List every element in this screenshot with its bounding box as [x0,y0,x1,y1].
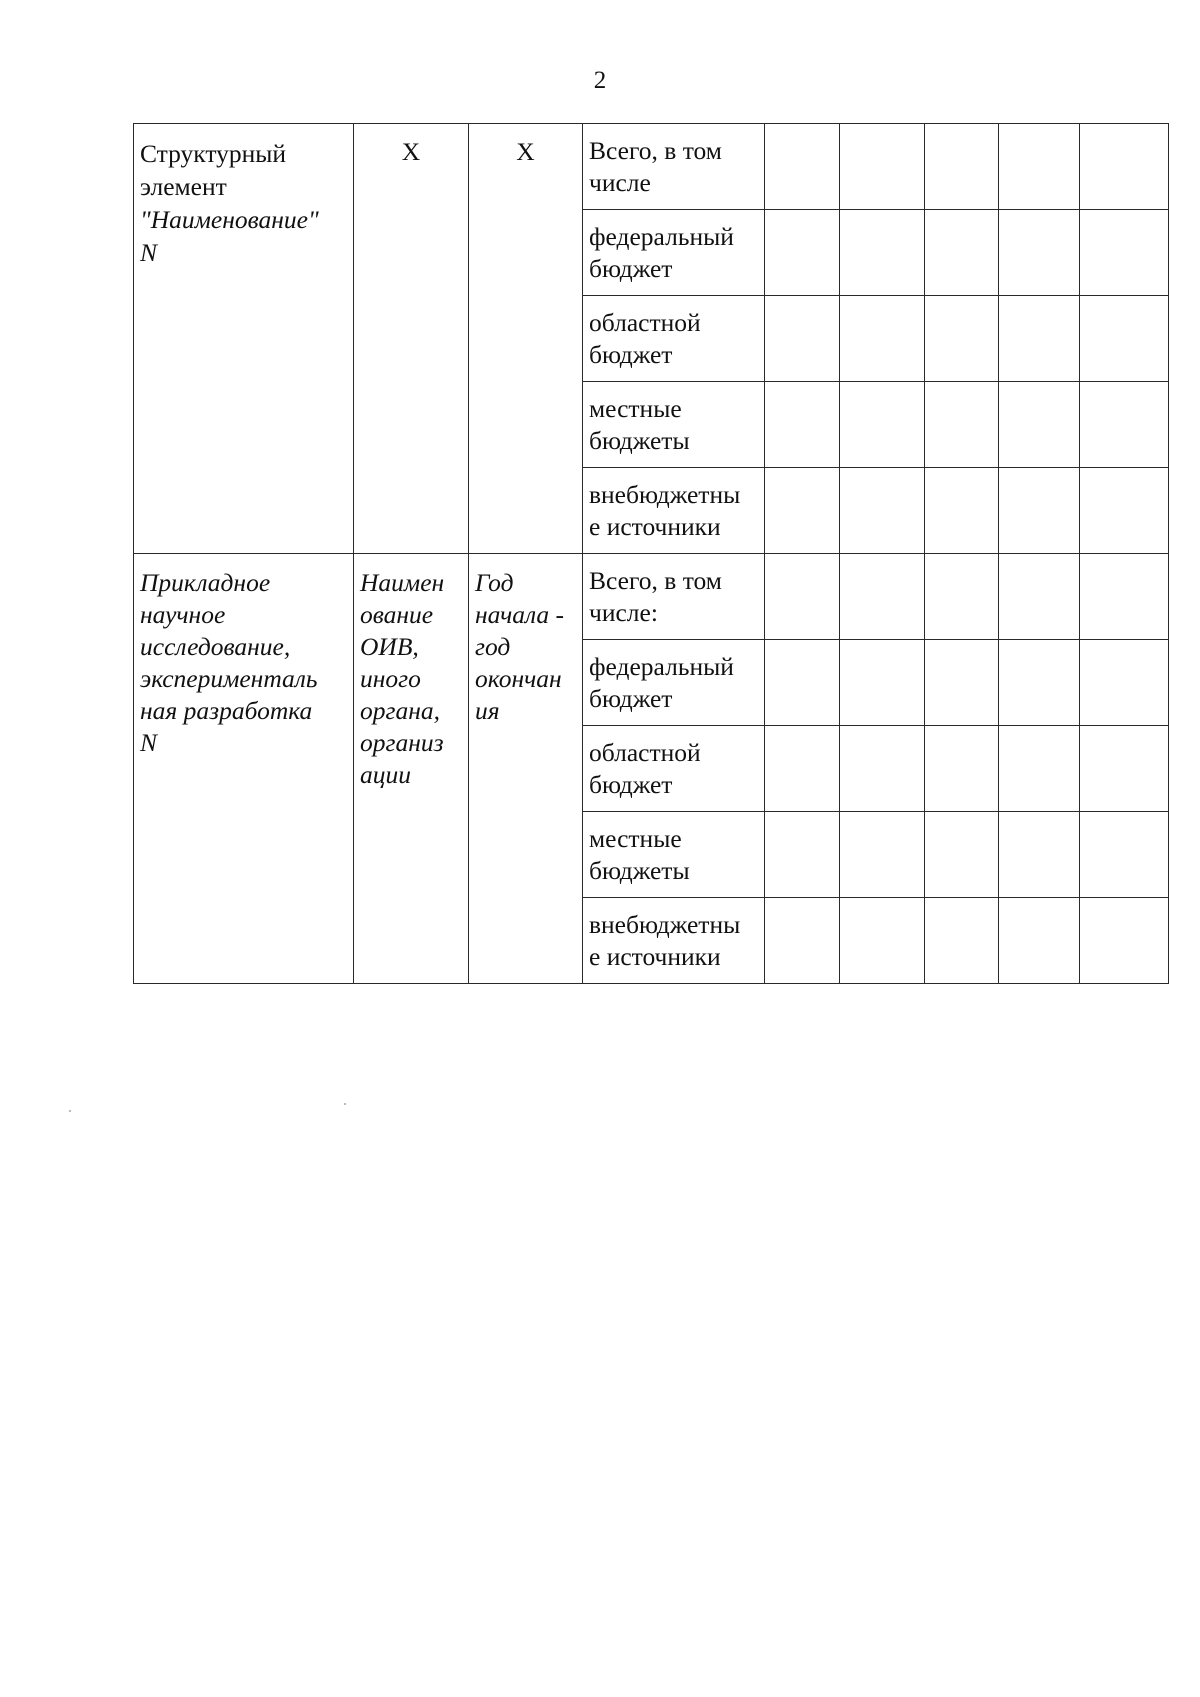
value-cell [765,124,840,210]
value-cell [840,124,925,210]
not-applicable-mark: Х [401,137,421,166]
value-cell [925,124,999,210]
period-line: ия [475,696,500,725]
funding-source-label: бюджеты [589,856,690,885]
value-cell [999,382,1080,468]
funding-source-label: внебюджетны [589,480,741,509]
funding-source-label: бюджет [589,254,673,283]
funding-source-label: Всего, в том [589,566,722,595]
value-cell [999,812,1080,898]
funding-source-label: местные [589,394,682,423]
funding-source-label: внебюджетны [589,910,741,939]
funding-source-label: Всего, в том [589,136,722,165]
value-cell [925,898,999,984]
value-cell [999,210,1080,296]
value-cell [1080,296,1169,382]
executor-cell [354,554,469,984]
value-cell [840,468,925,554]
period-line: Год [475,568,514,597]
executor-line: ации [360,760,411,789]
structural-element-label: элемент [140,172,227,201]
executor-cell [354,124,469,554]
funding-source-cell [583,554,765,640]
value-cell [925,296,999,382]
scan-artifact [69,1110,71,1112]
value-cell [1080,124,1169,210]
structural-element-label: Структурный [140,139,287,168]
value-cell [1080,554,1169,640]
executor-line: ование [360,600,434,629]
value-cell [840,554,925,640]
value-cell [999,640,1080,726]
value-cell [1080,468,1169,554]
funding-source-cell [583,640,765,726]
value-cell [925,210,999,296]
value-cell [925,812,999,898]
value-cell [1080,210,1169,296]
funding-source-label: числе: [589,598,658,627]
funding-source-cell [583,812,765,898]
value-cell [765,898,840,984]
period-line: начала - [475,600,565,629]
research-item-line: Прикладное [140,568,271,597]
research-item-line: научное [140,600,226,629]
funding-source-label: е источники [589,942,721,971]
period-cell [469,124,583,554]
funding-source-cell [583,468,765,554]
value-cell [1080,640,1169,726]
value-cell [765,296,840,382]
value-cell [765,812,840,898]
value-cell [1080,382,1169,468]
value-cell [999,898,1080,984]
funding-source-label: местные [589,824,682,853]
funding-source-label: федеральный [589,222,734,251]
research-item-line: N [140,728,158,757]
research-item-line: эксперименталь [140,664,318,693]
table-row [134,554,1169,640]
value-cell [925,468,999,554]
funding-source-label: областной [589,308,701,337]
funding-source-label: е источники [589,512,721,541]
value-cell [840,210,925,296]
funding-source-cell [583,124,765,210]
funding-source-label: областной [589,738,701,767]
value-cell [925,640,999,726]
value-cell [765,210,840,296]
value-cell [840,640,925,726]
funding-source-cell [583,296,765,382]
funding-source-label: бюджет [589,684,673,713]
page-number: 2 [593,67,607,94]
executor-line: Наимен [360,568,445,597]
value-cell [999,296,1080,382]
value-cell [1080,726,1169,812]
structural-element-cell [134,124,354,554]
value-cell [925,726,999,812]
executor-line: ОИВ, [360,632,419,661]
structural-element-number: N [140,238,158,267]
value-cell [999,554,1080,640]
value-cell [999,468,1080,554]
financing-table [133,123,1169,984]
funding-source-label: числе [589,168,651,197]
value-cell [765,382,840,468]
period-line: окончан [475,664,562,693]
table-row [134,124,1169,210]
period-cell [469,554,583,984]
funding-source-cell [583,726,765,812]
value-cell [765,554,840,640]
funding-source-cell [583,898,765,984]
funding-source-cell [583,382,765,468]
funding-source-label: бюджеты [589,426,690,455]
value-cell [925,382,999,468]
scan-artifact [344,1103,346,1105]
value-cell [840,726,925,812]
funding-source-label: бюджет [589,770,673,799]
executor-line: организ [360,728,444,757]
research-item-line: исследование, [140,632,291,661]
executor-line: органа, [360,696,440,725]
value-cell [840,296,925,382]
value-cell [1080,898,1169,984]
value-cell [999,726,1080,812]
funding-source-label: бюджет [589,340,673,369]
value-cell [765,468,840,554]
value-cell [1080,812,1169,898]
structural-element-name: "Наименование" [140,205,319,234]
value-cell [765,726,840,812]
value-cell [840,898,925,984]
value-cell [840,812,925,898]
value-cell [925,554,999,640]
value-cell [765,640,840,726]
value-cell [999,124,1080,210]
value-cell [840,382,925,468]
research-item-line: ная разработка [140,696,313,725]
period-line: год [475,632,511,661]
research-item-cell [134,554,354,984]
not-applicable-mark: Х [516,137,535,166]
executor-line: иного [360,664,421,693]
funding-source-cell [583,210,765,296]
funding-source-label: федеральный [589,652,734,681]
